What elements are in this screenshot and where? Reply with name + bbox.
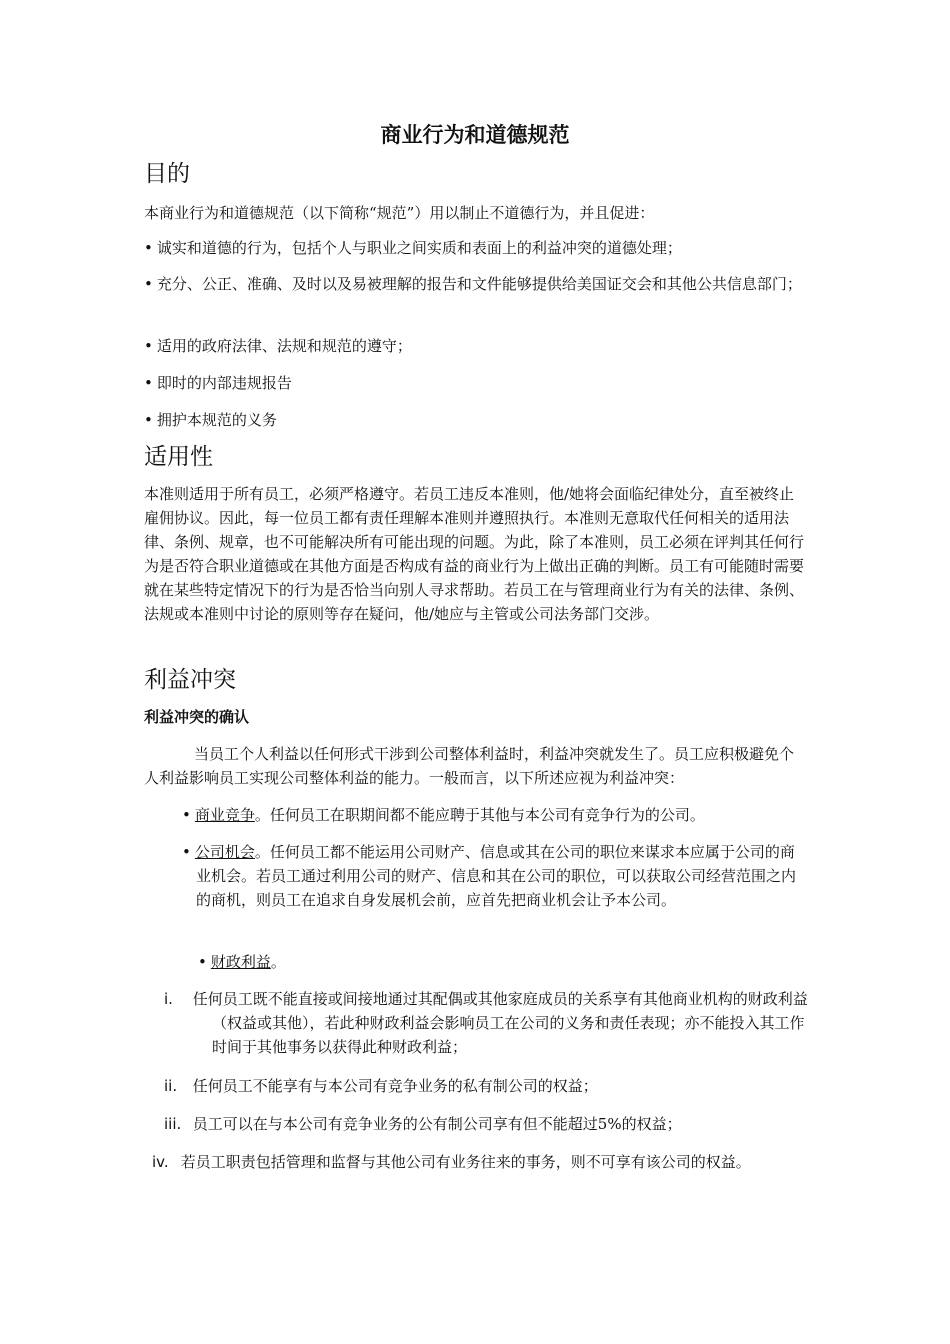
conflict-item-opportunity: • 公司机会。任何员工都不能运用公司财产、信息或其在公司的职位来谋求本应属于公司的商业机会。若员工通过利用公司的财产、信息和其在公司的职位，可以获取公司经营范围之内的商机，则员工在追求自身发展机会前，应首先把商业机会让予本公司。 xyxy=(182,840,808,912)
conflict-intro: 当员工个人利益以任何形式干涉到公司整体利益时，利益冲突就发生了。员工应积极避免个人利益影响员工实现公司整体利益的能力。一般而言，以下所述应视为利益冲突： xyxy=(144,745,795,787)
heading-conflict: 利益冲突 xyxy=(144,667,236,693)
purpose-bullet-5: • 拥护本规范的义务 xyxy=(144,408,808,432)
financial-sub-item-i: i. 任何员工既不能直接或间接地通过其配偶或其他家庭成员的关系享有其他商业机构的财政利益（权益或其他），若此种财政利益会影响员工在公司的义务和责任表现；亦不能投入其工作时间于其他事务以获得此种财政利益； xyxy=(164,990,808,1056)
purpose-bullet-2: • 充分、公正、准确、及时以及易被理解的报告和文件能够提供给美国证交会和其他公共信息部门； xyxy=(144,272,808,296)
heading-purpose: 目的 xyxy=(144,161,190,187)
term-competition: 商业竞争 xyxy=(194,806,255,824)
heading-applicability: 适用性 xyxy=(144,444,213,470)
purpose-bullet-1: • 诚实和道德的行为，包括个人与职业之间实质和表面上的利益冲突的道德处理； xyxy=(144,236,808,260)
purpose-bullet-3: • 适用的政府法律、法规和规范的遵守； xyxy=(144,334,808,358)
conflict-item-financial: • 财政利益。 xyxy=(198,950,824,974)
subheading-conflict-identification: 利益冲突的确认 xyxy=(144,708,250,726)
financial-sub-item-iv: iv. 若员工职责包括管理和监督与其他公司有业务往来的事务，则不可享有该公司的权益。 xyxy=(152,1153,751,1171)
term-opportunity: 公司机会 xyxy=(194,843,255,861)
applicability-text: 本准则适用于所有员工，必须严格遵守。若员工违反本准则，他/她将会面临纪律处分，直至被终止雇佣协议。因此，每一位员工都有责任理解本准则并遵照执行。本准则无意取代任何相关的适用法律、条例、规章，也不可能解决所有可能出现的问题。为此，除了本准则，员工必须在评判其任何行为是否符合职业道德或在其他方面是否构成有益的商业行为上做出正确的判断。员工有可能随时需要就在某些特定情况下的行为是否恰当向别人寻求帮助。若员工在与管理商业行为有关的法律、条例、法规或本准则中讨论的原则等存在疑问，他/她应与主管或公司法务部门交涉。 xyxy=(144,485,805,623)
conflict-item-competition: • 商业竞争。任何员工在职期间都不能应聘于其他与本公司有竞争行为的公司。 xyxy=(182,803,808,827)
purpose-bullet-4: • 即时的内部违规报告 xyxy=(144,371,808,395)
purpose-intro: 本商业行为和道德规范（以下简称“规范”）用以制止不道德行为，并且促进： xyxy=(144,204,655,222)
financial-sub-item-ii: ii. 任何员工不能享有与本公司有竞争业务的私有制公司的权益； xyxy=(164,1077,598,1095)
document-title: 商业行为和道德规范 xyxy=(380,123,570,147)
financial-sub-item-iii: iii. 员工可以在与本公司有竞争业务的公有制公司享有但不能超过5%的权益； xyxy=(164,1115,682,1133)
term-financial: 财政利益 xyxy=(210,953,271,971)
